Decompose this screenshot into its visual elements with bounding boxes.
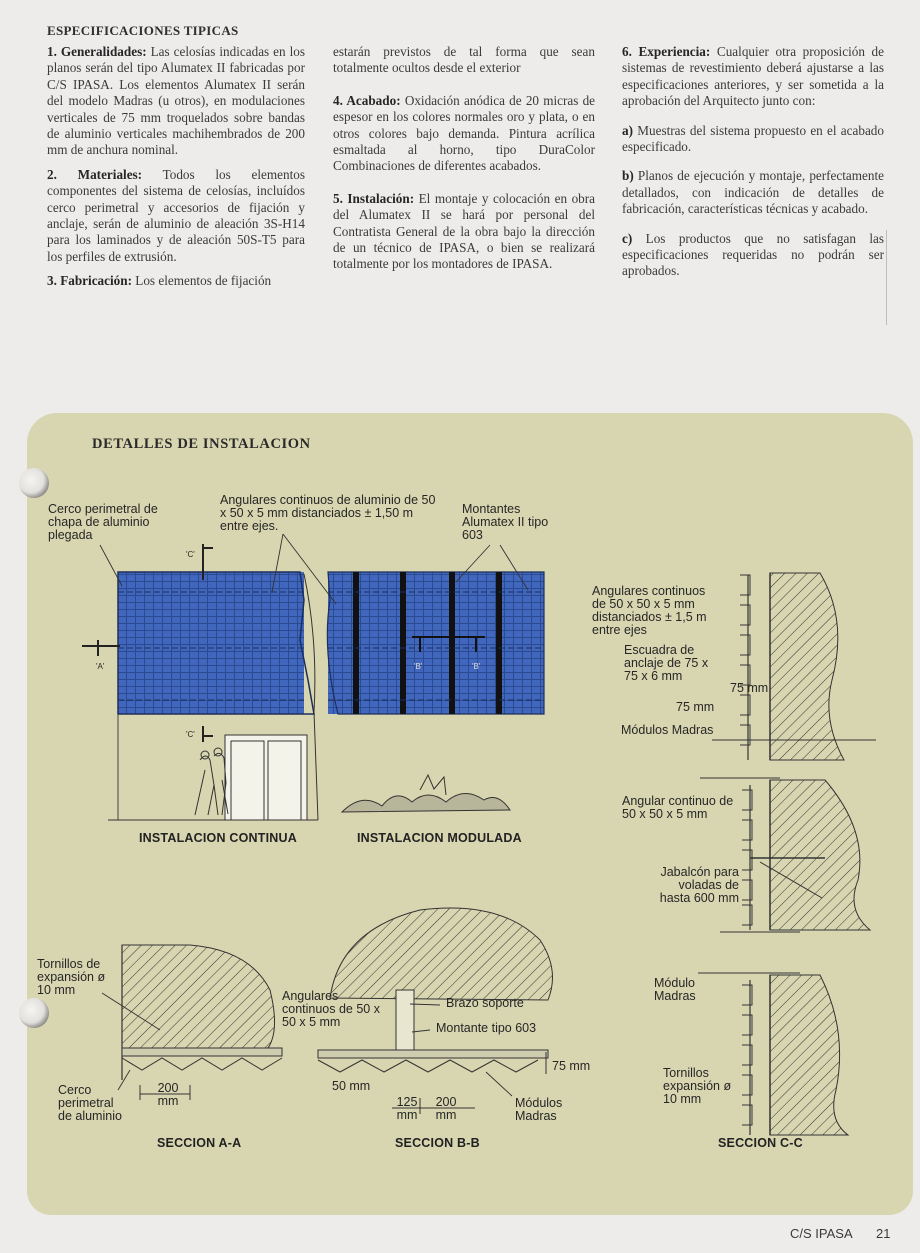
mark-section-b-left: 'B' bbox=[414, 662, 423, 671]
label-cc-escuadra: Escuadra de anclaje de 75 x 75 x 6 mm bbox=[624, 643, 709, 683]
caption-seccion-aa: SECCION A-A bbox=[157, 1136, 242, 1150]
label-cc-modulo: Módulo Madras bbox=[654, 976, 696, 1003]
spec-item-c-label: c) bbox=[622, 230, 633, 246]
facade-continua bbox=[82, 544, 318, 820]
caption-modulada: INSTALACION MODULADA bbox=[357, 831, 522, 845]
footer-brand: C/S IPASA bbox=[790, 1226, 853, 1241]
spec-item-b-label: b) bbox=[622, 168, 634, 184]
footer-page-number: 21 bbox=[876, 1226, 891, 1241]
spec-fabricacion-title: 3. Fabricación: bbox=[47, 273, 132, 289]
label-bb-modulos: Módulos Madras bbox=[515, 1096, 563, 1123]
spec-instalacion-title: 5. Instalación: bbox=[333, 190, 415, 206]
label-bb-brazo: Brazo soporte bbox=[446, 996, 524, 1010]
details-title: DETALLES DE INSTALACION bbox=[92, 436, 311, 452]
label-cc-modulos: Módulos Madras bbox=[621, 723, 714, 737]
caption-seccion-cc: SECCION C-C bbox=[718, 1136, 803, 1150]
label-bb-75: 75 mm bbox=[552, 1059, 591, 1073]
spec-materiales-title: 2. Materiales: bbox=[47, 166, 143, 182]
label-cc-75-top: 75 mm bbox=[730, 681, 769, 695]
label-cc-angulares: Angulares continuos de 50 x 50 x 5 mm distanciados ± 1,5 m entre ejes bbox=[592, 584, 707, 637]
caption-seccion-bb: SECCION B-B bbox=[395, 1136, 480, 1150]
spec-item-a-text: Muestras del sistema propuesto en el acabado especificado. bbox=[622, 122, 884, 155]
spec-item-a-label: a) bbox=[622, 122, 633, 138]
label-bb-125: 125 mm bbox=[396, 1095, 418, 1122]
label-aa-tornillos: Tornillos de expansión ø 10 mm bbox=[37, 957, 106, 997]
spec-item-b-text: Planos de ejecución y montaje, perfectamente detallados, con indicación de detalles de fabricación, características técnicas y acabado. bbox=[622, 168, 885, 217]
spec-experiencia-text: Cualquier otra proposición de sistemas de revestimiento deberá ajustarse a las especificaciones anteriores, y ser sometida a la aprobación del Arquitecto junto con: bbox=[622, 44, 884, 109]
label-bb-50: 50 mm bbox=[332, 1079, 371, 1093]
spec-instalacion-text: El montaje y colocación en obra del Alumatex II se hará por personal del Contratista General de la obra bajo la dirección de un técnico de IPASA, o bien se realizará totalmente por los montadores de IPASA. bbox=[333, 190, 596, 272]
label-cc-tornillos: Tornillos expansión ø 10 mm bbox=[663, 1066, 732, 1106]
spec-generalidades-title: 1. Generalidades: bbox=[47, 44, 147, 59]
spec-acabado-title: 4. Acabado: bbox=[333, 92, 401, 108]
label-bb-montante: Montante tipo 603 bbox=[436, 1021, 537, 1035]
spec-experiencia-title: 6. Experiencia: bbox=[622, 44, 711, 59]
spec-fabricacion-text: Los elementos de fijación bbox=[135, 273, 272, 289]
section-aa-drawing bbox=[102, 945, 282, 1100]
mark-section-b-right: 'B' bbox=[472, 662, 481, 671]
caption-continua: INSTALACION CONTINUA bbox=[139, 831, 297, 845]
facade-modulada bbox=[327, 572, 544, 812]
label-cerco-perimetral: Cerco perimetral de chapa de aluminio plegada bbox=[48, 502, 158, 542]
label-cc-angular-continuo: Angular continuo de 50 x 50 x 5 mm bbox=[622, 794, 734, 821]
mark-section-c-bottom: 'C' bbox=[186, 730, 195, 739]
spec-fabricacion-cont: estarán previstos de tal forma que sean totalmente ocultos desde el exterior bbox=[333, 44, 595, 76]
mark-section-c-top: 'C' bbox=[186, 550, 195, 559]
mark-section-a: 'A' bbox=[96, 662, 105, 671]
label-bb-200: 200 mm bbox=[435, 1095, 457, 1122]
spec-generalidades-text: Las celosías indicadas en los planos serán del tipo Alumatex II fabricadas por C/S IPASA. Los elementos Alumatex II serán del modelo Madras (u otros), en modulaciones verticales de 75 mm troquelados sobre bandas de aluminio verticales machihembrados de 200 mm de anchura nominal. bbox=[47, 44, 306, 158]
label-montantes: Montantes Alumatex II tipo 603 bbox=[462, 502, 549, 542]
page-heading: ESPECIFICACIONES TIPICAS bbox=[47, 23, 239, 38]
label-cc-jabalcon: Jabalcón para voladas de hasta 600 mm bbox=[659, 865, 739, 905]
label-cc-75-bottom: 75 mm bbox=[676, 700, 715, 714]
label-angulares-continuos: Angulares continuos de aluminio de 50 x 50 x 5 mm distanciados ± 1,50 m entre ejes. bbox=[220, 493, 436, 533]
label-aa-cerco: Cerco perimetral de aluminio bbox=[58, 1083, 122, 1123]
label-aa-200: 200 mm bbox=[157, 1081, 179, 1108]
label-bb-angulares: Angulares continuos de 50 x 50 x 5 mm bbox=[282, 989, 380, 1029]
spec-materiales-text: Todos los elementos componentes del sistema de celosías, incluídos cerco perimetral y accesorios de fijación y anclaje, serán de aluminio de aleación 3S-H14 para los laminados y de aleación 50S-T5 para los perfiles de extrusión. bbox=[47, 166, 305, 264]
spec-item-c-text: Los productos que no satisfagan las especificaciones requeridas no podrán ser aprobados. bbox=[622, 230, 884, 279]
spec-acabado-text: Oxidación anódica de 20 micras de espesor en los colores normales oro y plata, o en otros colores bajo demanda. Pintura acrílica esmaltada al horno, tipo DuraColor Combinaciones de diferentes acabados. bbox=[333, 92, 596, 174]
section-cc-drawings bbox=[698, 573, 876, 1135]
